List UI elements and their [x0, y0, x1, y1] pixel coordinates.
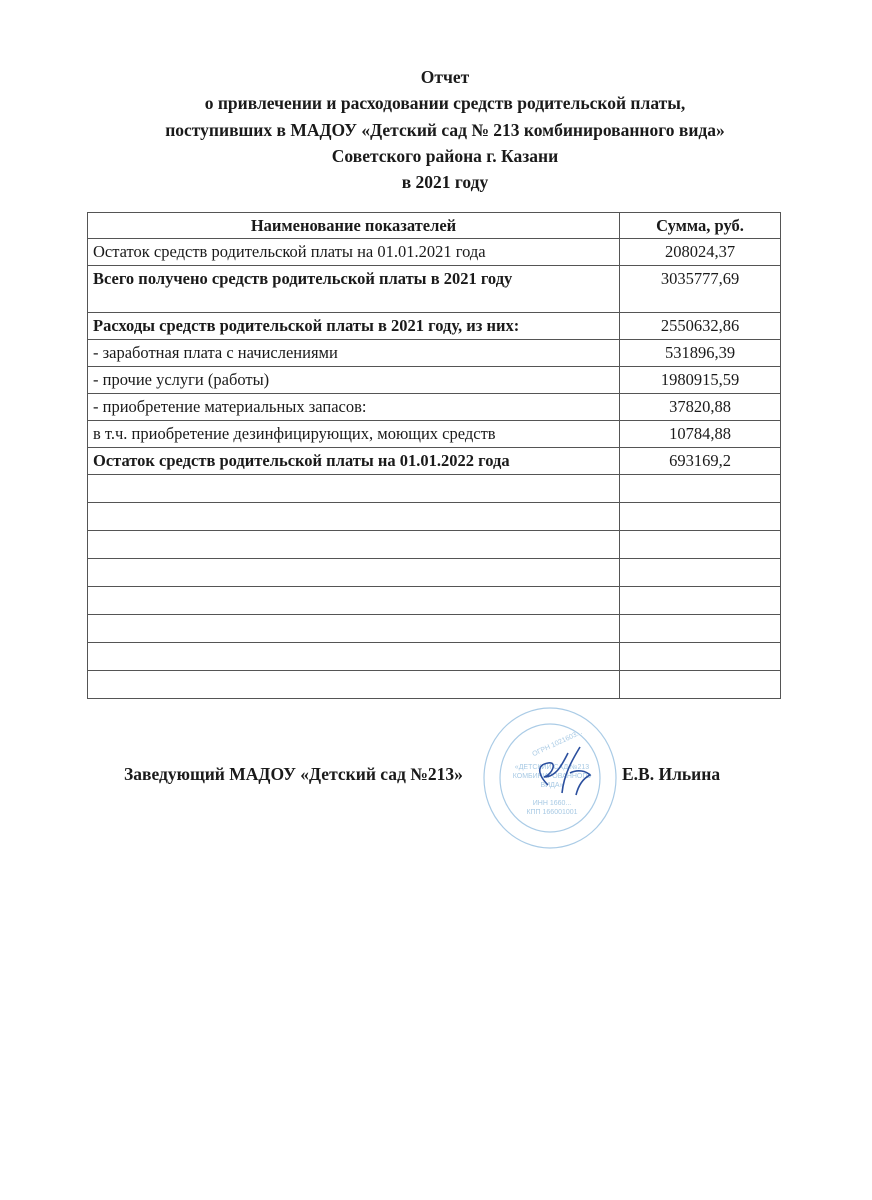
row-value: 2550632,86 [620, 313, 781, 340]
title-line: о привлечении и расходовании средств родительской платы, [204, 93, 686, 114]
title-line: в 2021 году [401, 172, 489, 193]
row-label: - прочие услуги (работы) [88, 367, 620, 394]
row-label: Всего получено средств родительской платы в 2021 году [88, 266, 620, 313]
row-label: Остаток средств родительской платы на 01.01.2022 года [88, 448, 620, 475]
empty-row [88, 643, 781, 671]
report-table [87, 212, 781, 699]
row-label: Расходы средств родительской платы в 2021 году, из них: [88, 313, 620, 340]
row-value: 3035777,69 [620, 266, 781, 313]
empty-row [88, 559, 781, 587]
svg-text:ИНН 1660...: ИНН 1660... [532, 800, 572, 807]
row-value: 37820,88 [620, 394, 781, 421]
title-line: поступивших в МАДОУ «Детский сад № 213 комбинированного вида» [165, 119, 725, 140]
empty-row [88, 503, 781, 531]
table-row [88, 340, 781, 367]
row-label: - приобретение материальных запасов: [88, 394, 620, 421]
row-value: 1980915,59 [620, 367, 781, 394]
row-value: 208024,37 [620, 239, 781, 266]
header-amount: Сумма, руб. [620, 213, 781, 239]
svg-text:ОГРН 1021603...: ОГРН 1021603... [531, 729, 584, 759]
table-row [88, 313, 781, 340]
header-indicator: Наименование показателей [88, 213, 620, 239]
svg-text:КОМБИНИРОВАННОГО: КОМБИНИРОВАННОГО [512, 773, 592, 780]
empty-row [88, 475, 781, 503]
row-value: 531896,39 [620, 340, 781, 367]
report-title [0, 64, 872, 195]
svg-text:ВИДА»: ВИДА» [540, 782, 564, 789]
table-row [88, 367, 781, 394]
empty-row [88, 587, 781, 615]
table-row [88, 266, 781, 313]
table-row [88, 394, 781, 421]
row-label: в т.ч. приобретение дезинфицирующих, моющих средств [88, 421, 620, 448]
empty-row [88, 531, 781, 559]
row-label: - заработная плата с начислениями [88, 340, 620, 367]
row-value: 10784,88 [620, 421, 781, 448]
table-row [88, 239, 781, 266]
empty-row [88, 615, 781, 643]
table-row [88, 448, 781, 475]
svg-text:КПП 166001001: КПП 166001001 [526, 809, 578, 816]
title-line: Отчет [420, 67, 470, 87]
empty-row [88, 671, 781, 699]
row-value: 693169,2 [620, 448, 781, 475]
title-line: Советского района г. Казани [331, 145, 559, 166]
organization-stamp [478, 703, 628, 853]
svg-text:«ДЕТСКИЙ САД №213: «ДЕТСКИЙ САД №213 [514, 764, 590, 771]
signatory-position: Заведующий МАДОУ «Детский сад №213» [124, 764, 463, 784]
table-row [88, 421, 781, 448]
table-header-row [88, 213, 781, 239]
row-label: Остаток средств родительской платы на 01.01.2021 года [88, 239, 620, 266]
signatory-name: Е.В. Ильина [622, 764, 721, 784]
